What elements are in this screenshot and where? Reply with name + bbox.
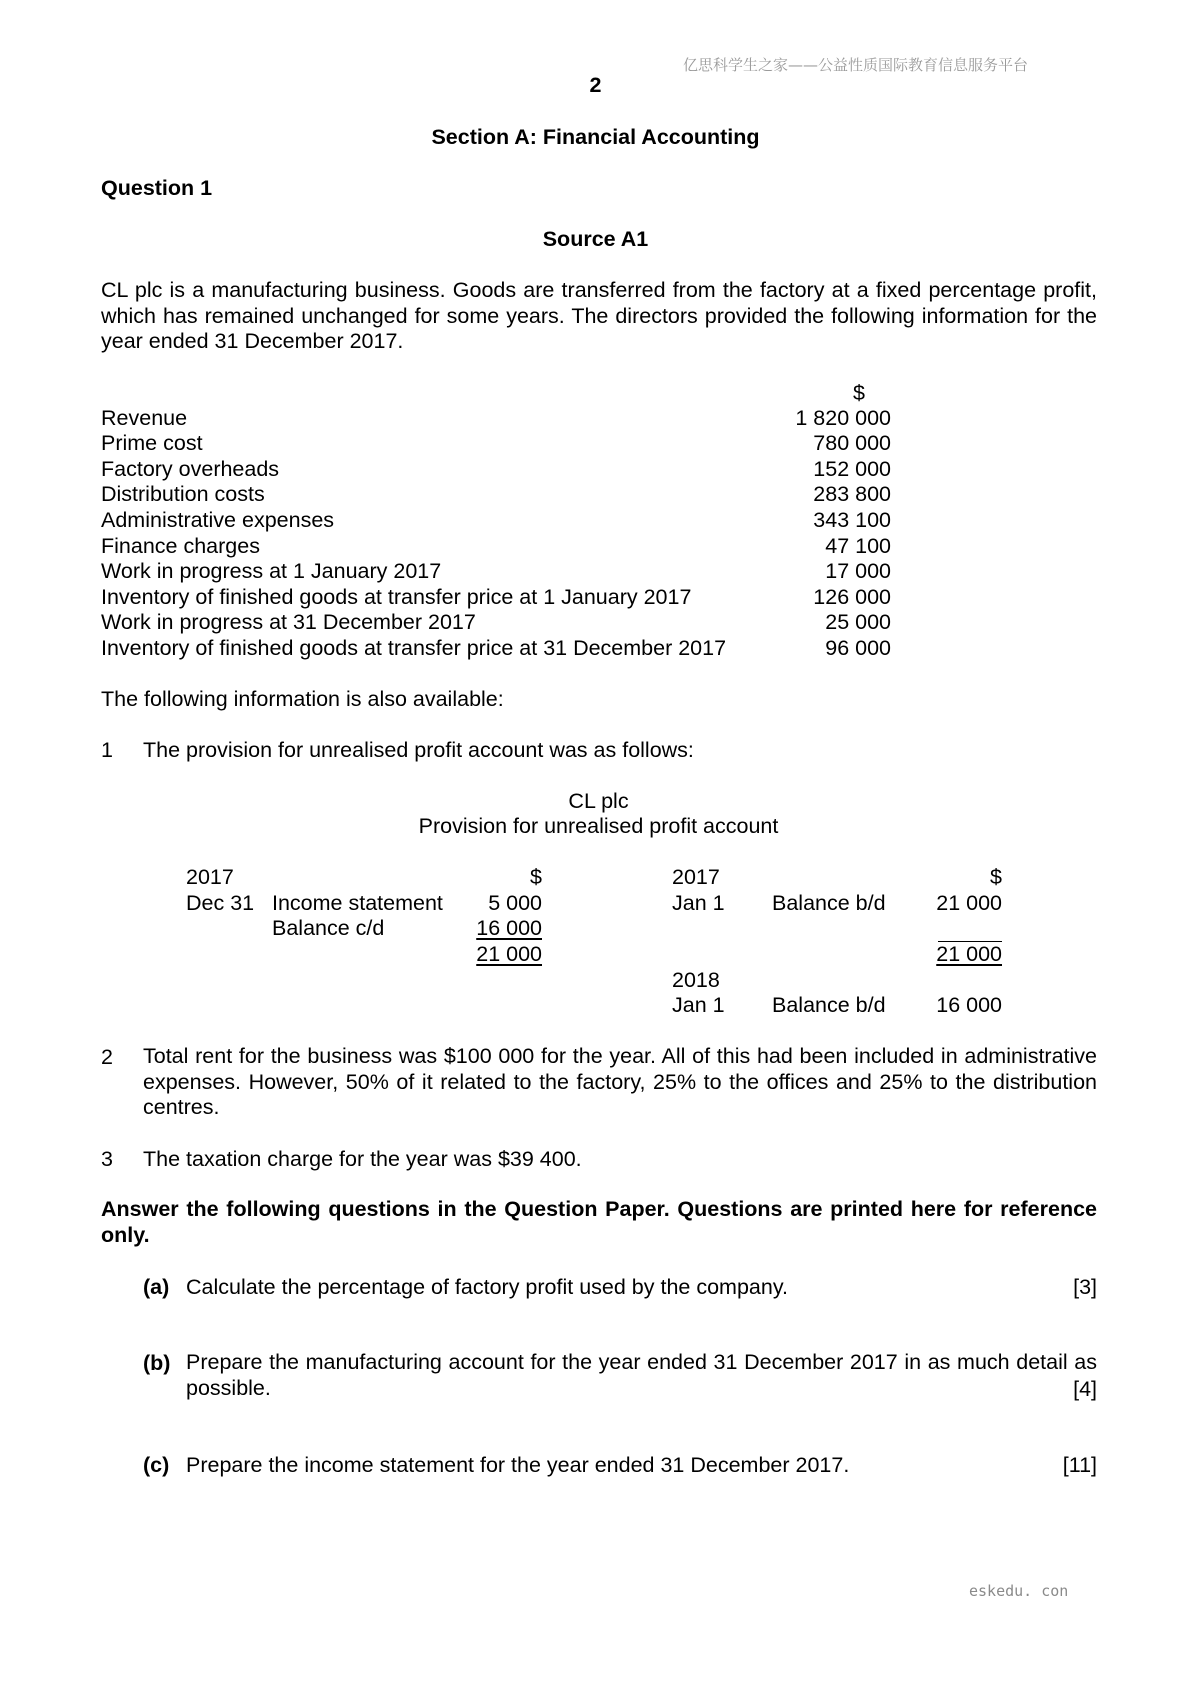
ledger-right-desc2: Balance b/d [772,993,886,1017]
row-label: Inventory of finished goods at transfer price at 1 January 2017 [101,585,692,609]
ledger-left-total: 21 000 [476,942,542,966]
table-row [101,533,891,559]
row-label: Distribution costs [101,482,265,506]
ledger-left-year: 2017 [186,865,234,889]
table-row [101,430,891,456]
row-label: Factory overheads [101,457,280,481]
ledger-company: CL plc [568,789,629,813]
row-value: 343 100 [813,508,891,532]
row-value: 47 100 [825,534,891,558]
ledger-right-year2: 2018 [672,968,720,992]
row-value: 25 000 [825,610,891,634]
intro-paragraph: CL plc is a manufacturing business. Goods are transferred from the factory at a fixed percentage profit, which has remained unchanged for some years. The directors provided the following information for the year ended 31 December 2017. [101,278,1097,353]
table-row [101,609,891,635]
also-available-text: The following information is also available: [101,687,504,711]
row-label: Work in progress at 1 January 2017 [101,559,442,583]
note-number: 2 [101,1045,113,1069]
row-label: Administrative expenses [101,508,335,532]
ledger-entry-desc: Income statement [272,891,443,915]
ledger-entry-amount: 5 000 [488,891,542,915]
row-value: 96 000 [825,636,891,660]
ledger-right-total: 21 000 [936,942,1002,966]
ledger-right-amount: 21 000 [936,891,1002,915]
ledger-left-currency: $ [530,865,542,889]
row-label: Inventory of finished goods at transfer price at 31 December 2017 [101,636,727,660]
row-value: 283 800 [813,482,891,506]
ledger-entry-desc: Balance c/d [272,916,385,940]
currency-header: $ [853,381,865,405]
table-row [101,507,891,533]
ledger-title: Provision for unrealised profit account [418,814,779,838]
ledger-right-desc: Balance b/d [772,891,886,915]
table-row [101,635,891,661]
question-part-label: (b) [143,1351,171,1375]
table-row [101,558,891,584]
currency-header-row [101,380,891,406]
table-row [101,584,891,610]
question-marks: [4] [1073,1377,1097,1401]
row-label: Work in progress at 31 December 2017 [101,610,476,634]
row-label: Revenue [101,406,188,430]
note-text: The taxation charge for the year was $39 400. [143,1147,582,1171]
page-number: 2 [589,73,602,97]
ledger-left-date: Dec 31 [186,891,255,915]
question-marks: [3] [1073,1275,1097,1299]
question-marks: [11] [1062,1453,1097,1477]
ledger-right-date2: Jan 1 [672,993,725,1017]
row-value: 126 000 [813,585,891,609]
row-value: 1 820 000 [795,406,891,430]
question-heading: Question 1 [101,176,213,200]
note-number: 1 [101,738,113,762]
row-value: 17 000 [825,559,891,583]
table-row [101,456,891,482]
watermark-text: 亿思科学生之家——公益性质国际教育信息服务平台 [683,56,1029,74]
ledger-right-currency: $ [990,865,1002,889]
section-title: Section A: Financial Accounting [431,125,760,149]
note-text: The provision for unrealised profit account was as follows: [143,738,694,762]
row-label: Prime cost [101,431,203,455]
ledger-entry-amount: 16 000 [476,916,542,940]
question-text: Prepare the manufacturing account for the year ended 31 December 2017 in as much detail as possible. [186,1350,1097,1400]
row-label: Finance charges [101,534,260,558]
question-text: Calculate the percentage of factory profit used by the company. [186,1275,788,1299]
question-part-label: (c) [143,1453,170,1477]
question-part-label: (a) [143,1275,170,1299]
note-text: Total rent for the business was $100 000 for the year. All of this had been included in administrative expenses. However, 50% of it related to the factory, 25% to the offices and 25% to the distribution centres. [143,1044,1097,1119]
row-value: 780 000 [813,431,891,455]
note-number: 3 [101,1147,113,1171]
ledger-right-date: Jan 1 [672,891,725,915]
question-text: Prepare the income statement for the year ended 31 December 2017. [186,1453,850,1477]
ledger-right-year: 2017 [672,865,720,889]
ledger-right-amount2: 16 000 [936,993,1002,1017]
footer-text: eskedu. con [969,1582,1069,1600]
source-heading: Source A1 [542,227,649,251]
table-row [101,481,891,507]
table-row [101,405,891,431]
instruction-text: Answer the following questions in the Question Paper. Questions are printed here for reference only. [101,1197,1097,1247]
row-value: 152 000 [813,457,891,481]
